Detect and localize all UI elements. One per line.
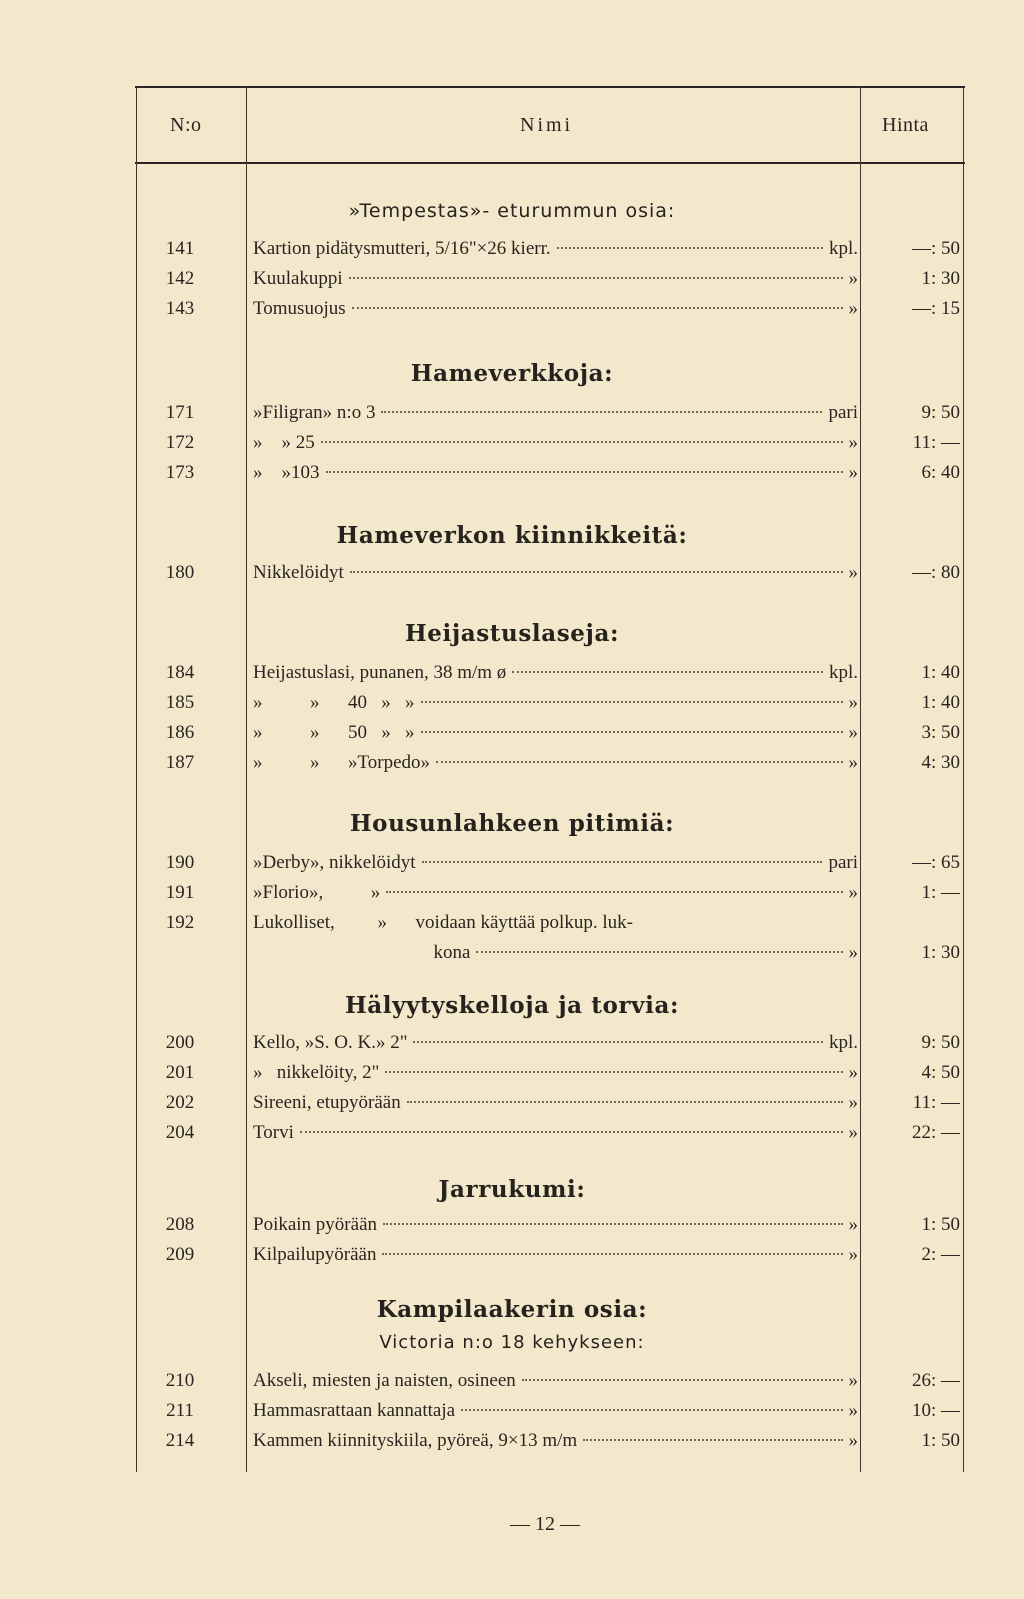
table-row [0, 662, 1024, 690]
item-price: 2: — [921, 1244, 960, 1265]
item-price: 1: 50 [921, 1214, 960, 1235]
item-number: 209 [165, 1244, 195, 1265]
table-row [0, 1092, 1024, 1120]
item-price: 11: — [912, 1092, 960, 1113]
item-price: 4: 30 [921, 752, 960, 773]
item-unit: » [848, 722, 858, 743]
item-name: Akseli, miesten ja naisten, osineen [253, 1370, 516, 1391]
item-name: Nikkelöidyt [253, 562, 344, 583]
item-unit: » [848, 1430, 858, 1451]
item-price: —: 15 [911, 298, 960, 319]
item-unit: » [848, 268, 858, 289]
section-title: Hameverkon kiinnikkeitä: [336, 522, 688, 549]
item-name: » » 25 [253, 432, 315, 453]
item-unit: » [848, 1370, 858, 1391]
section-title: Hälyytyskelloja ja torvia: [344, 992, 680, 1019]
section-title: »Tempestas»- eturummun osia: [348, 200, 676, 222]
item-number: 173 [165, 462, 195, 483]
item-unit: » [848, 562, 858, 583]
item-price: —: 65 [911, 852, 960, 873]
item-number: 208 [165, 1214, 195, 1235]
item-name: Kartion pidätysmutteri, 5/16"×26 kierr. [253, 238, 551, 259]
section-title: Housunlahkeen pitimiä: [349, 810, 675, 837]
item-number: 214 [165, 1430, 195, 1451]
item-number: 186 [165, 722, 195, 743]
section-title: Jarrukumi: [438, 1176, 586, 1203]
item-price: 1: 50 [921, 1430, 960, 1451]
table-row [0, 1122, 1024, 1150]
item-unit: kpl. [828, 1032, 858, 1053]
section-title: Hameverkkoja: [410, 360, 614, 387]
item-name: Lukolliset, » voidaan käyttää polkup. luk- [253, 912, 633, 933]
item-name: »Derby», nikkelöidyt [253, 852, 416, 873]
header-name: Nimi [520, 114, 574, 136]
item-number: 192 [165, 912, 195, 933]
item-unit: kpl. [828, 238, 858, 259]
item-name: Sireeni, etupyörään [253, 1092, 401, 1113]
table-row [0, 432, 1024, 460]
item-number: 185 [165, 692, 195, 713]
item-name: » » 50 » » [253, 722, 415, 743]
item-unit: » [848, 1062, 858, 1083]
item-name: kona [253, 942, 471, 963]
item-unit: » [848, 1400, 858, 1421]
item-number: 142 [165, 268, 195, 289]
item-unit: » [848, 298, 858, 319]
item-price: 22: — [911, 1122, 960, 1143]
item-number: 172 [165, 432, 195, 453]
item-unit: » [848, 1214, 858, 1235]
item-name: Tomusuojus [253, 298, 346, 319]
table-row [0, 1430, 1024, 1458]
table-row [0, 238, 1024, 266]
item-number: 187 [165, 752, 195, 773]
item-price: —: 80 [911, 562, 960, 583]
table-row [0, 752, 1024, 780]
table-row [0, 1244, 1024, 1272]
item-price: 1: 40 [921, 662, 960, 683]
item-name: » » »Torpedo» [253, 752, 431, 773]
item-price: 9: 50 [921, 402, 960, 423]
item-price: 1: — [921, 882, 960, 903]
section-title: Kampilaakerin osia: [376, 1296, 648, 1323]
table-row [0, 1214, 1024, 1242]
item-name: Kello, »S. O. K.» 2" [253, 1032, 408, 1053]
item-price: 6: 40 [921, 462, 960, 483]
item-name: » » 40 » » [253, 692, 415, 713]
item-name: Kuulakuppi [253, 268, 343, 289]
item-price: 10: — [911, 1400, 960, 1421]
item-name: Kammen kiinnityskiila, pyöreä, 9×13 m/m [253, 1430, 578, 1451]
item-name: Torvi [253, 1122, 294, 1143]
item-number: 141 [165, 238, 195, 259]
page-number: — 12 — [510, 1513, 580, 1535]
item-unit: pari [828, 852, 858, 873]
item-number: 201 [165, 1062, 195, 1083]
item-number: 190 [165, 852, 195, 873]
section-title: Heijastuslaseja: [404, 620, 620, 647]
item-price: 1: 30 [921, 942, 960, 963]
table-row [0, 1032, 1024, 1060]
table-row [0, 852, 1024, 880]
item-unit: pari [828, 402, 858, 423]
item-number: 143 [165, 298, 195, 319]
table-row [0, 722, 1024, 750]
item-price: 11: — [912, 432, 960, 453]
header-price: Hinta [882, 114, 929, 136]
table-row [0, 1062, 1024, 1090]
item-name: »Florio», » [253, 882, 381, 903]
item-name: Heijastuslasi, punanen, 38 m/m ø [253, 662, 507, 683]
item-price: 3: 50 [921, 722, 960, 743]
item-price: 26: — [911, 1370, 960, 1391]
table-row [0, 942, 1024, 970]
table-row [0, 912, 1024, 940]
table-row [0, 402, 1024, 430]
item-unit: » [848, 1244, 858, 1265]
item-number: 204 [165, 1122, 195, 1143]
table-row [0, 692, 1024, 720]
item-name: Kilpailupyörään [253, 1244, 377, 1265]
item-number: 191 [165, 882, 195, 903]
item-number: 180 [165, 562, 195, 583]
item-name: » »103 [253, 462, 320, 483]
table-row [0, 1400, 1024, 1428]
item-unit: kpl. [828, 662, 858, 683]
table-row [0, 268, 1024, 296]
table-row [0, 882, 1024, 910]
item-unit: » [848, 462, 858, 483]
item-name: Hammasrattaan kannattaja [253, 1400, 456, 1421]
item-unit: » [848, 1092, 858, 1113]
item-name: Poikain pyörään [253, 1214, 378, 1235]
header-rule [135, 162, 965, 164]
item-number: 211 [166, 1400, 194, 1421]
item-unit: » [848, 882, 858, 903]
item-price: 4: 50 [921, 1062, 960, 1083]
item-price: —: 50 [911, 238, 960, 259]
item-number: 184 [165, 662, 195, 683]
table-row [0, 1370, 1024, 1398]
item-name: » nikkelöity, 2" [253, 1062, 380, 1083]
item-unit: » [848, 1122, 858, 1143]
item-price: 9: 50 [921, 1032, 960, 1053]
item-unit: » [848, 752, 858, 773]
item-unit: » [848, 942, 858, 963]
item-number: 171 [165, 402, 195, 423]
section-subtitle: Victoria n:o 18 kehykseen: [379, 1332, 645, 1353]
header-no: N:o [170, 114, 202, 136]
top-rule [135, 86, 965, 88]
item-price: 1: 30 [921, 268, 960, 289]
item-unit: » [848, 432, 858, 453]
table-row [0, 298, 1024, 326]
item-name: »Filigran» n:o 3 [253, 402, 376, 423]
item-price: 1: 40 [921, 692, 960, 713]
item-unit: » [848, 692, 858, 713]
table-row [0, 562, 1024, 590]
table-row [0, 462, 1024, 490]
item-number: 202 [165, 1092, 195, 1113]
item-number: 200 [165, 1032, 195, 1053]
item-number: 210 [165, 1370, 195, 1391]
